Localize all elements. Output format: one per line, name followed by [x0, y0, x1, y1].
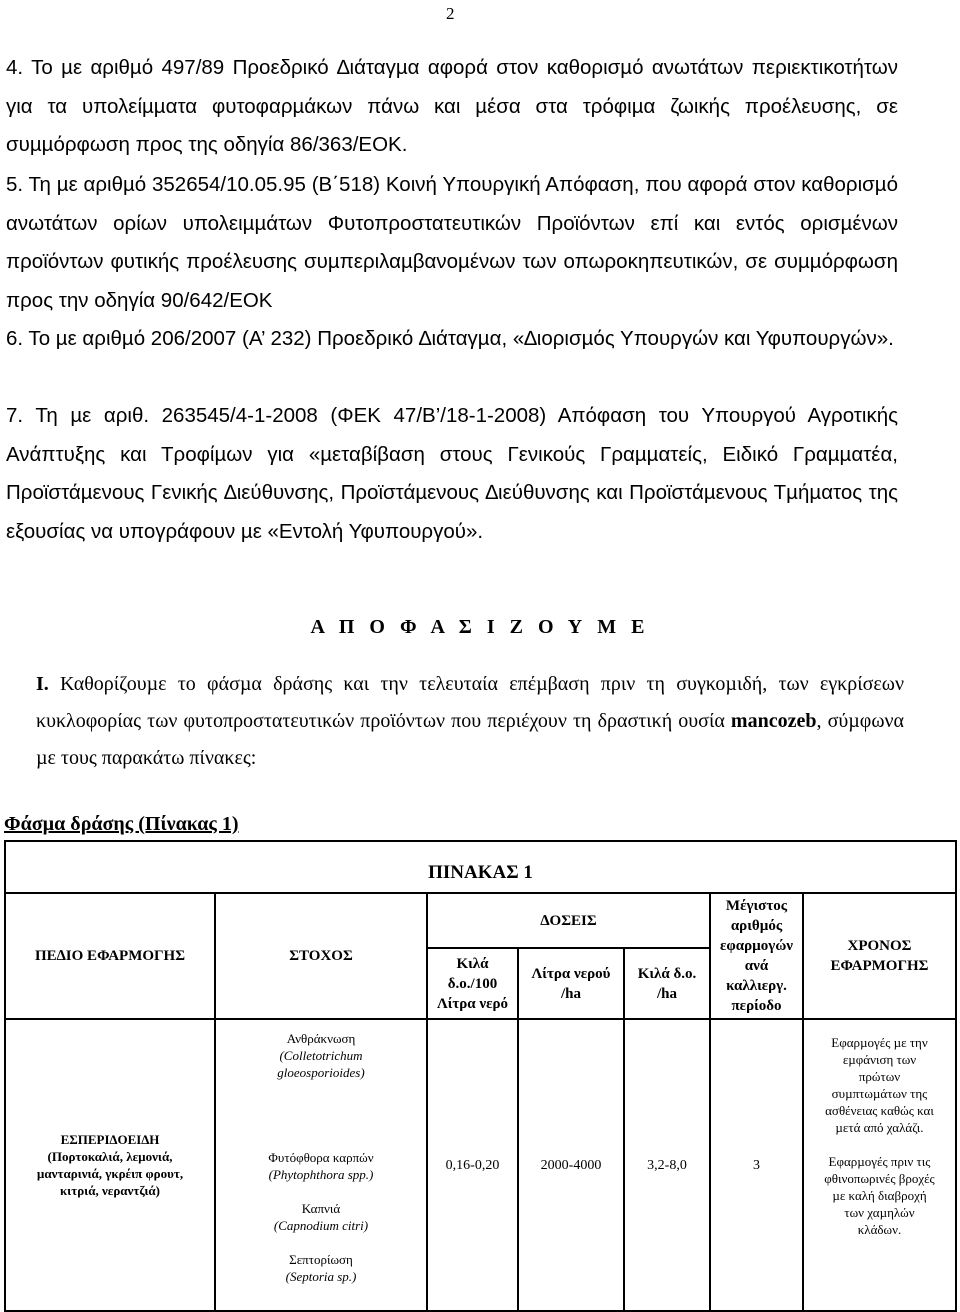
- paragraph-5: 5. Τη µε αριθµό 352654/10.05.95 (Β΄518) Κοινή Υπουργική Απόφαση, που αφορά στον καθορισµό ανωτάτων ορίων υπολειµµάτων Φυτοπροστατευτικών Προϊόντων επί και εντός ορισµένων προϊόντων φυτικής προέλευσης συµπεριλαµβανοµένων των οπωροκηπευτικών, σε συµµόρφωση προς την οδηγία 90/642/ΕΟΚ: [6, 173, 898, 312]
- header-kg-per-100l: [428, 949, 517, 1018]
- header-field: ΠΕ∆ΙΟ ΕΦΑΡΜΟΓΗΣ: [34, 948, 186, 964]
- header-kg-per-100l-line: δ.ο./100: [447, 975, 498, 992]
- header-kg-per-100l-line: Λίτρα νερό: [436, 995, 509, 1012]
- target-latin: (Capnodium citri): [273, 1218, 369, 1233]
- header-target: ΣΤΟΧΟΣ: [289, 948, 353, 964]
- decision-title: Α Π Ο Φ Α Σ Ι Ζ Ο Υ Μ Ε: [310, 616, 650, 638]
- timing-line: των χαµηλών: [844, 1205, 915, 1220]
- target-latin: (Septoria sp.): [285, 1269, 357, 1284]
- row1-liters-water: 2000-4000: [540, 1157, 602, 1173]
- header-liters-water: [519, 949, 623, 1018]
- section-i-paragraph: [36, 666, 904, 777]
- row1-field: [6, 1020, 214, 1310]
- header-timing: [804, 894, 955, 1018]
- row1-kg-ai: 3,2-8,0: [647, 1157, 687, 1173]
- timing-line: συµπτωµάτων της: [831, 1086, 928, 1101]
- section-i-numeral: Ι.: [36, 673, 49, 695]
- page-number: 2: [446, 4, 455, 23]
- table-title: ΠΙΝΑΚΑΣ 1: [428, 862, 533, 883]
- header-max-apps-line: καλλιεργ.: [726, 978, 787, 994]
- header-max-apps-line: εφαρµογών: [720, 938, 793, 954]
- timing-line: φθινοπωρινές βροχές: [824, 1171, 935, 1186]
- paragraph-7: 7. Τη µε αριθ. 263545/4-1-2008 (ΦΕΚ 47/Β’/18-1-2008) Απόφαση του Υπουργού Αγροτικής Ανάπτυξης και Τροφίµων για «µεταβίβαση στους Γενικούς Γραµµατείς, Ειδικό Γραµµατέα, Προϊστάµενους Γενικής ∆ιεύθυνσης, Προϊστάµενους ∆ιεύθυνσης και Προϊστάµενους Τµήµατος της εξουσίας να υπογράφουν µε «Εντολή Υφυπουργού».: [6, 404, 898, 543]
- row1-field-line: µανταρινιά, γκρέιπ φρουτ,: [36, 1166, 184, 1181]
- row1-targets: [216, 1020, 426, 1310]
- row1-field-line: (Πορτοκαλιά, λεµονιά,: [47, 1149, 173, 1164]
- header-max-apps-line: Μέγιστος: [725, 898, 788, 914]
- timing-line: µετά από χαλάζι.: [835, 1120, 924, 1135]
- target-latin: gloeosporioides): [277, 1065, 365, 1080]
- table-heading: Φάσµα δράσης (Πίνακας 1): [4, 813, 239, 835]
- row1-max-apps: 3: [753, 1157, 760, 1173]
- header-max-apps-line: περίοδο: [731, 998, 782, 1014]
- header-kg-per-100l-line: Κιλά: [456, 955, 489, 972]
- timing-line: εµφάνιση των: [842, 1052, 917, 1067]
- timing-line: πρώτων: [858, 1069, 901, 1084]
- row1-timing: [804, 1020, 955, 1310]
- section-i-text-before: Καθορίζουµε το φάσµα δράσης και την τελευταία επέµβαση πριν τη συγκοµιδή, των εγκρίσεων κυκλοφορίας των φυτοπροστατευτικών προϊόντων που περιέχουν τη δραστική ουσία: [36, 673, 904, 732]
- header-kg-ai-line: /ha: [656, 985, 677, 1002]
- row1-field-line: ΕΣΠΕΡΙ∆ΟΕΙ∆Η: [60, 1132, 160, 1147]
- paragraph-6: 6. Το µε αριθµό 206/2007 (Α’ 232) Προεδρικό ∆ιάταγµα, «∆ιορισµός Υπουργών και Υφυπουργών».: [6, 327, 894, 350]
- header-kg-ai-line: Κιλά δ.ο.: [637, 965, 697, 982]
- target-name: Σεπτορίωση: [289, 1252, 353, 1267]
- header-max-apps-line: αριθµός: [730, 918, 783, 934]
- timing-line: Εφαρµογές πριν τις: [828, 1154, 931, 1169]
- row1-field-line: κιτριά, νεραντζιά): [59, 1183, 161, 1198]
- header-timing-line: ΕΦΑΡΜΟΓΗΣ: [830, 958, 929, 974]
- paragraph-4: 4. Το µε αριθµό 497/89 Προεδρικό ∆ιάταγµα αφορά στον καθορισµό ανωτάτων περιεκτικοτήτων για τα υπολείµµατα φυτοφαρµάκων πάνω και µέσα στα τρόφιµα ζωικής προέλευσης, σε συµµόρφωση προς της οδηγία 86/363/ΕΟΚ.: [6, 56, 898, 156]
- target-latin: (Colletotrichum: [279, 1048, 363, 1063]
- target-name: Καπνιά: [301, 1201, 341, 1216]
- header-doses: ∆ΟΣΕΙΣ: [540, 912, 597, 929]
- active-substance: mancozeb: [730, 710, 817, 732]
- timing-line: ασθένειας καθώς και: [825, 1103, 934, 1118]
- timing-line: µε καλή διαβροχή: [832, 1188, 927, 1203]
- row1-kg-per-100l: 0,16-0,20: [445, 1157, 500, 1173]
- table-1: [4, 840, 957, 1312]
- section-i-text-after: , σύµφωνα µε τους παρακάτω πίνακες:: [36, 710, 904, 769]
- header-timing-line: ΧΡΟΝΟΣ: [847, 938, 912, 954]
- header-liters-water-line: Λίτρα νερού: [531, 965, 611, 982]
- timing-line: κλάδων.: [857, 1222, 902, 1237]
- timing-line: Εφαρµογές µε την: [831, 1035, 928, 1050]
- header-max-apps-line: ανά: [744, 958, 769, 974]
- target-latin: (Phytophthora spp.): [268, 1167, 374, 1182]
- header-max-applications: [711, 894, 802, 1018]
- header-kg-ai: [625, 949, 709, 1018]
- header-liters-water-line: /ha: [560, 985, 581, 1002]
- target-name: Φυτόφθορα καρπών: [268, 1150, 374, 1165]
- target-name: Ανθράκνωση: [286, 1031, 356, 1046]
